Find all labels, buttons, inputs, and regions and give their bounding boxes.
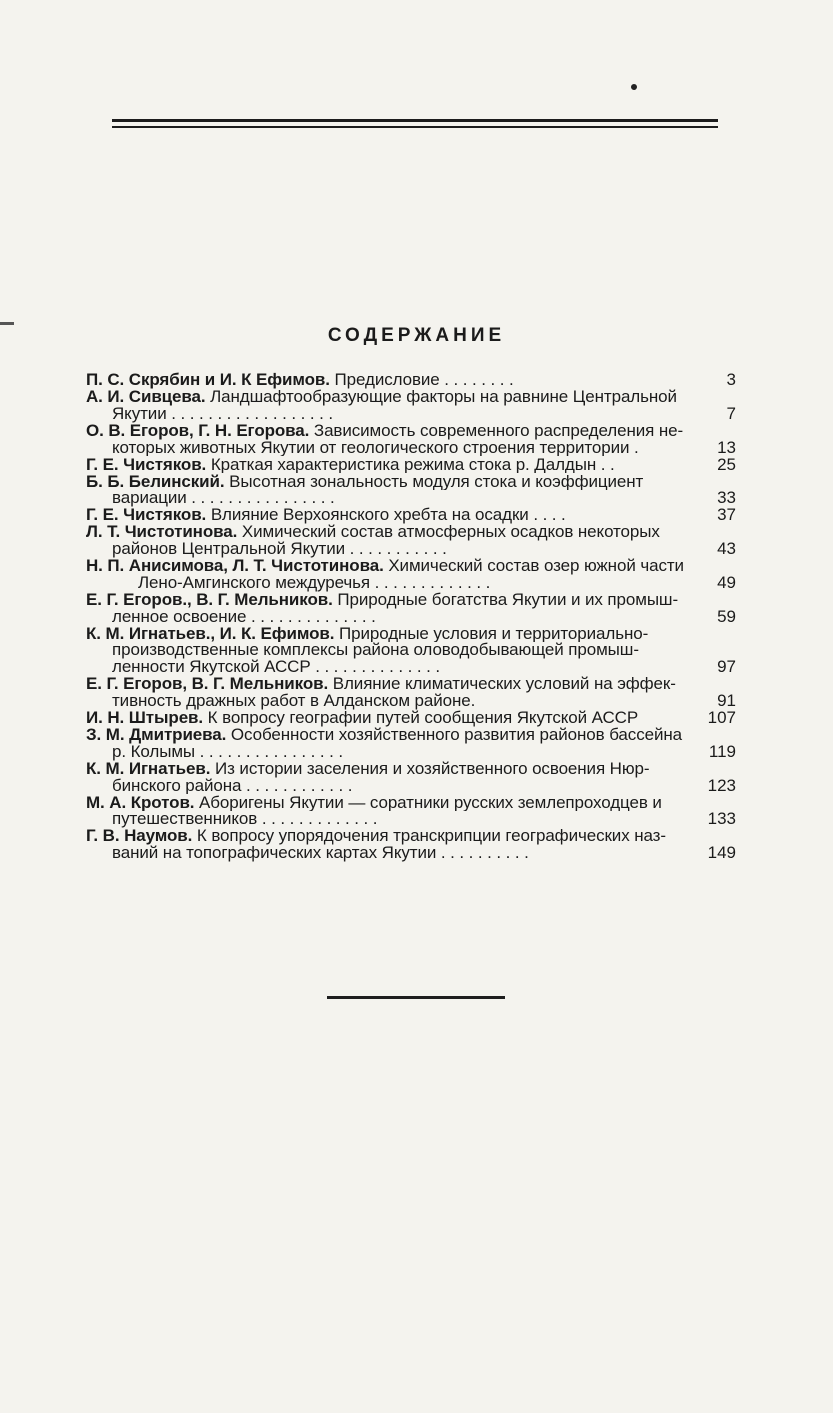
toc-line (86, 592, 736, 609)
toc-title-text: бинского района . . . . . . . . . . . . (112, 777, 353, 795)
toc-entry (86, 795, 736, 829)
toc-page-number: 33 (717, 488, 736, 508)
toc-line (86, 558, 736, 575)
toc-line (86, 795, 736, 812)
toc-line (86, 845, 736, 862)
toc-line (86, 741, 736, 761)
toc-author: З. М. Дмитриева. (86, 726, 227, 744)
toc-author: Г. Е. Чистяков. (86, 507, 207, 525)
toc-entry (86, 710, 736, 727)
toc-line (86, 710, 736, 727)
toc-line (86, 541, 736, 558)
toc-page-number: 91 (717, 691, 736, 711)
top-dot (631, 84, 637, 90)
toc-author: Б. Б. Белинский. (86, 473, 225, 491)
toc-title-text: Зависимость современного распределения не- (313, 422, 684, 440)
toc-page-number: 123 (707, 775, 736, 795)
toc-title-text: Влияние климатических условий на эффек- (332, 676, 676, 694)
toc-title-text: К вопросу географии путей сообщения Якутской АССР (207, 710, 639, 727)
toc-title-text: Влияние Верхоянского хребта на осадки . . . . (210, 507, 566, 525)
toc-page-number: 133 (707, 809, 736, 829)
toc-line (86, 507, 736, 524)
toc-line (86, 659, 736, 676)
toc-entry (86, 454, 736, 474)
toc-page-number: 3 (726, 370, 736, 389)
toc-line (86, 474, 736, 491)
toc-entry (86, 626, 736, 676)
toc-title-text: ленное освоение . . . . . . . . . . . . . . (112, 608, 376, 626)
toc-page-number: 37 (717, 505, 736, 525)
toc-title-text: Предисловие . . . . . . . . (334, 372, 514, 389)
toc-line (86, 490, 736, 507)
toc-line (86, 372, 736, 389)
table-of-contents (86, 372, 736, 862)
toc-page-number: 59 (717, 606, 736, 626)
toc-author: П. С. Скрябин и И. К Ефимов. (86, 372, 330, 389)
toc-line (86, 775, 736, 795)
toc-page-number: 107 (707, 708, 736, 727)
bottom-rule (327, 996, 505, 999)
toc-line (86, 454, 736, 474)
toc-title-text: р. Колымы . . . . . . . . . . . . . . . . (112, 743, 343, 761)
toc-entry (86, 474, 736, 508)
toc-line (86, 423, 736, 440)
toc-line (86, 642, 736, 659)
toc-author: И. Н. Штырев. (86, 710, 204, 727)
toc-line (86, 693, 736, 710)
toc-author: Н. П. Анисимова, Л. Т. Чистотинова. (86, 558, 384, 575)
toc-author: О. В. Егоров, Г. Н. Егорова. (86, 422, 310, 440)
toc-page-number: 119 (708, 741, 736, 761)
toc-entry (86, 389, 736, 423)
toc-entry (86, 524, 736, 558)
toc-title-text: Краткая характеристика режима стока р. Далдын . . (210, 456, 615, 474)
toc-title-text: Высотная зональность модуля стока и коэффициент (229, 473, 644, 491)
toc-line (86, 403, 736, 423)
toc-line (86, 572, 736, 592)
toc-author: М. А. Кротов. (86, 794, 195, 812)
toc-entry (86, 676, 736, 710)
toc-line (86, 606, 736, 626)
toc-title-text: Природные условия и территориально- (339, 625, 649, 643)
toc-line (86, 761, 736, 778)
toc-title-text: Аборигены Якутии — соратники русских землепроходцев и (199, 794, 662, 812)
toc-entry (86, 558, 736, 592)
toc-title-text: Химический состав озер южной части (388, 558, 684, 575)
toc-title-text: путешественников . . . . . . . . . . . . . (112, 811, 378, 829)
toc-page-number: 97 (717, 657, 736, 677)
toc-title-text: ленности Якутской АССР . . . . . . . . . . . . . . (112, 659, 441, 677)
top-rule-thin (112, 126, 718, 128)
toc-author: Л. Т. Чистотинова. (86, 524, 238, 542)
toc-author: К. М. Игнатьев., И. К. Ефимов. (86, 625, 335, 643)
toc-page-number: 43 (717, 539, 736, 559)
toc-entry (86, 423, 736, 457)
toc-title-text: Ландшафтообразующие факторы на равнине Центральной (210, 388, 677, 406)
toc-title-text: К вопросу упорядочения транскрипции географических наз- (196, 828, 666, 846)
toc-title-text: Из истории заселения и хозяйственного освоения Нюр- (214, 760, 650, 778)
toc-line (86, 727, 736, 744)
toc-author: Е. Г. Егоров., В. Г. Мельников. (86, 591, 333, 609)
toc-title-text: районов Центральной Якутии . . . . . . . . . . . (112, 541, 447, 558)
toc-entry (86, 372, 736, 389)
toc-title-text: вариации . . . . . . . . . . . . . . . . (112, 490, 335, 508)
toc-title-text: Особенности хозяйственного развития районов бассейна (230, 726, 682, 744)
toc-page-number: 25 (717, 454, 736, 474)
toc-entry (86, 507, 736, 524)
toc-entry (86, 761, 736, 795)
page-title: СОДЕРЖАНИЕ (327, 325, 506, 346)
toc-line (86, 389, 736, 406)
toc-line (86, 524, 736, 541)
top-rule-thick (112, 119, 718, 122)
toc-line (86, 626, 736, 643)
toc-author: К. М. Игнатьев. (86, 760, 211, 778)
toc-page-number: 7 (726, 403, 736, 423)
toc-entry (86, 592, 736, 626)
toc-title-text: производственные комплексы района оловодобывающей промыш- (112, 642, 639, 660)
toc-line (86, 828, 736, 845)
toc-page-number: 13 (717, 437, 736, 457)
toc-title-text: тивность дражных работ в Алданском районе. (112, 693, 476, 710)
toc-title-text: Химический состав атмосферных осадков некоторых (241, 524, 660, 542)
toc-line (86, 811, 736, 828)
toc-title-text: Якутии . . . . . . . . . . . . . . . . . . (112, 405, 334, 423)
toc-page-number: 49 (717, 572, 736, 592)
toc-line (86, 437, 736, 457)
toc-title-text: Природные богатства Якутии и их промыш- (337, 591, 679, 609)
toc-title-text: которых животных Якутии от геологического строения территории . (112, 439, 639, 457)
toc-author: Е. Г. Егоров, В. Г. Мельников. (86, 676, 329, 694)
toc-title-text: ваний на топографических картах Якутии . . . . . . . . . . (112, 845, 529, 862)
toc-page-number: 149 (707, 843, 736, 863)
toc-entry (86, 727, 736, 761)
toc-author: Г. В. Наумов. (86, 828, 193, 846)
toc-author: А. И. Сивцева. (86, 388, 206, 406)
toc-line (86, 676, 736, 693)
toc-author: Г. Е. Чистяков. (86, 456, 207, 474)
toc-entry (86, 828, 736, 862)
toc-title-text: Лено-Амгинского междуречья . . . . . . . . . . . . . (138, 574, 491, 592)
